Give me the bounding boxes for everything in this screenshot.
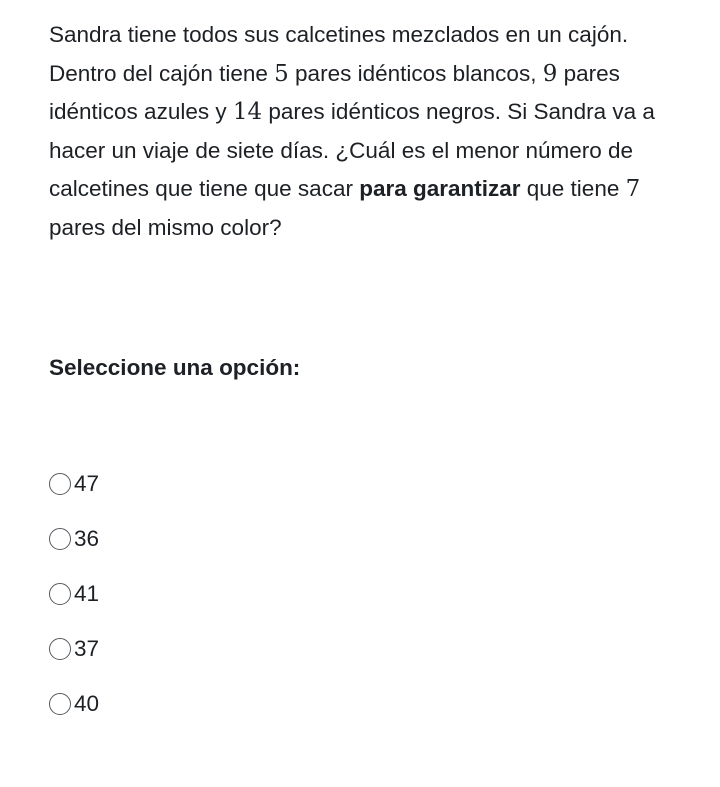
question-text-part: pares idénticos azules y xyxy=(49,60,620,124)
question-text-part: que tiene xyxy=(520,176,626,201)
question-text-part: Sandra tiene todos sus calcetines mezclados en un cajón. Dentro del cajón tiene xyxy=(49,22,629,86)
answer-option-37[interactable] xyxy=(49,621,99,676)
answer-option-label: 36 xyxy=(74,525,100,551)
radio-button[interactable] xyxy=(49,638,71,660)
answer-option-47[interactable] xyxy=(49,456,99,511)
select-option-prompt: Seleccione una opción: xyxy=(49,355,301,380)
radio-button[interactable] xyxy=(49,693,71,715)
radio-button[interactable] xyxy=(49,528,71,550)
question-text-part: pares idénticos blancos, xyxy=(288,60,543,86)
radio-button[interactable] xyxy=(49,583,71,605)
answer-option-40[interactable] xyxy=(49,676,99,731)
answer-option-label: 37 xyxy=(74,635,100,661)
answer-option-label: 47 xyxy=(74,470,100,496)
answer-option-label: 40 xyxy=(74,690,100,716)
answer-option-36[interactable] xyxy=(49,511,99,566)
question-text-part: pares idénticos negros. Si Sandra va a hacer un viaje de siete días. ¿Cuál es el menor número de calcetines que tiene que sacar xyxy=(49,99,655,201)
question-emphasis: para garantizar xyxy=(359,176,521,201)
answer-option-41[interactable] xyxy=(49,566,99,621)
answer-option-label: 41 xyxy=(74,580,100,606)
question-text-part: pares del mismo color? xyxy=(49,214,282,240)
question-text xyxy=(49,16,689,247)
radio-button[interactable] xyxy=(49,473,71,495)
question-number: 14 xyxy=(232,99,263,125)
question-number: 5 xyxy=(274,60,289,87)
question-number: 7 xyxy=(625,176,641,202)
question-number: 9 xyxy=(542,60,558,87)
answer-options xyxy=(49,456,99,731)
